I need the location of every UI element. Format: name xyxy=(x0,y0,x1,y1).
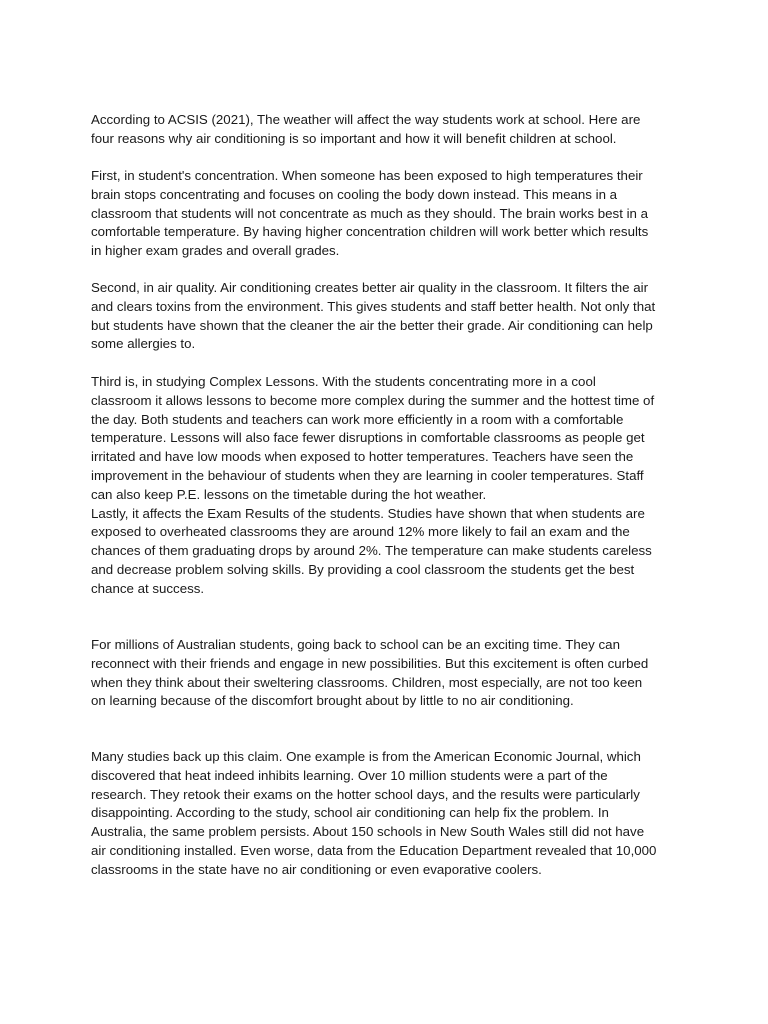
text-line: in higher exam grades and overall grades. xyxy=(91,243,340,259)
paragraph-australian-students xyxy=(91,636,691,711)
text-line: irritated and have low moods when exposed to hotter temperatures. Teachers have seen the xyxy=(91,449,634,465)
text-line: comfortable temperature. By having higher concentration children will work better which results xyxy=(91,224,649,240)
text-line: some allergies to. xyxy=(91,336,196,352)
text-line: temperature. Lessons will also face fewer disruptions in comfortable classrooms as people get xyxy=(91,430,645,446)
text-line: classroom it allows lessons to become more complex during the summer and the hottest time of xyxy=(91,392,655,408)
text-line: Many studies back up this claim. One example is from the American Economic Journal, which xyxy=(91,749,641,764)
paragraph-concentration xyxy=(91,167,691,261)
text-line: discovered that heat indeed inhibits learning. Over 10 million students were a part of the xyxy=(91,767,608,783)
text-line: on learning because of the discomfort brought about by little to no air conditioning. xyxy=(91,693,574,709)
text-line: disappointing. According to the study, school air conditioning can help fix the problem. In xyxy=(91,805,609,821)
text-line: research. They retook their exams on the hotter school days, and the results were particularly xyxy=(91,786,640,802)
text-line: Australia, the same problem persists. About 150 schools in New South Wales still did not have xyxy=(91,824,645,840)
text-line: According to ACSIS (2021), The weather will affect the way students work at school. Here are xyxy=(91,112,641,127)
text-line: Second, in air quality. Air conditioning creates better air quality in the classroom. It filters the air xyxy=(91,280,649,295)
text-line: can also keep P.E. lessons on the timetable during the hot weather. xyxy=(91,486,487,502)
paragraph-complex-lessons xyxy=(91,373,691,599)
text-line: chance at success. xyxy=(91,580,205,596)
text-line: and decrease problem solving skills. By providing a cool classroom the students get the best xyxy=(91,561,635,577)
text-line: but students have shown that the cleaner the air the better their grade. Air conditioning can help xyxy=(91,317,653,333)
text-line: exposed to overheated classrooms they are around 12% more likely to fail an exam and the xyxy=(91,524,630,540)
paragraph-studies xyxy=(91,748,691,880)
text-line: and clears toxins from the environment. This gives students and staff better health. Not only that xyxy=(91,298,656,314)
text-line: classroom that students will not concentrate as much as they should. The brain works best in a xyxy=(91,205,649,221)
text-line: air conditioning installed. Even worse, data from the Education Department revealed that 10,000 xyxy=(91,842,657,858)
text-line: Third is, in studying Complex Lessons. With the students concentrating more in a cool xyxy=(91,374,596,389)
text-line: the day. Both students and teachers can work more efficiently in a room with a comfortable xyxy=(91,411,624,427)
text-line: brain stops concentrating and focuses on cooling the body down instead. This means in a xyxy=(91,186,618,202)
paragraph-intro xyxy=(91,111,691,149)
text-line: For millions of Australian students, going back to school can be an exciting time. They can xyxy=(91,637,620,652)
text-line: four reasons why air conditioning is so important and how it will benefit children at school. xyxy=(91,130,617,146)
text-line: chances of them graduating drops by around 2%. The temperature can make students careless xyxy=(91,543,652,559)
text-line: First, in student's concentration. When someone has been exposed to high temperatures their xyxy=(91,168,643,183)
text-line: Lastly, it affects the Exam Results of the students. Studies have shown that when students are xyxy=(91,505,645,521)
text-line: classrooms in the state have no air conditioning or even evaporative coolers. xyxy=(91,861,542,877)
text-line: improvement in the behaviour of students when they are learning in cooler temperatures. Staff xyxy=(91,467,644,483)
paragraph-air-quality xyxy=(91,279,691,354)
text-line: reconnect with their friends and engage in new possibilities. But this excitement is often curbed xyxy=(91,655,649,671)
text-line: when they think about their sweltering classrooms. Children, most especially, are not too keen xyxy=(91,674,643,690)
